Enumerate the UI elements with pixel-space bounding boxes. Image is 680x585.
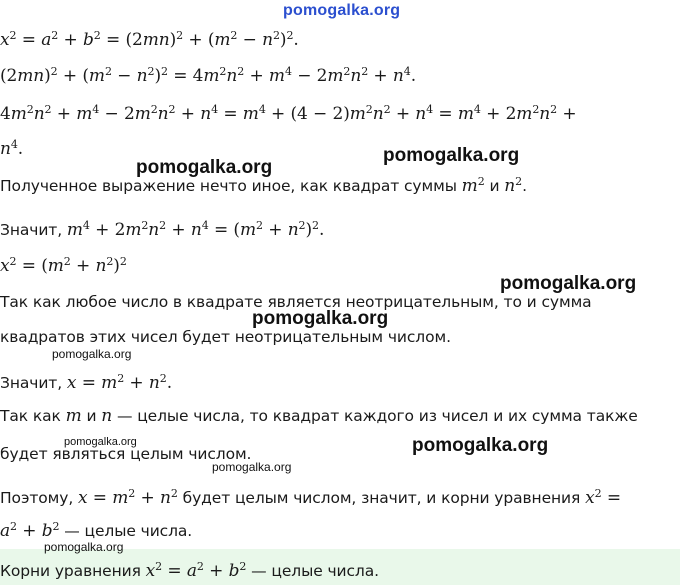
sentence-text: Корни уравнения	[0, 562, 146, 580]
sentence-text: Значит,	[0, 374, 67, 392]
text-line-therefore-2: Значит, $x = m^2 + n^2$.	[0, 371, 172, 393]
watermark: pomogalka.org	[136, 157, 273, 178]
text-line-integers-1: Так как m и n — целые числа, то квадрат каждого из чисел и их сумма также	[0, 406, 638, 426]
equation-line-1: $x^2 = a^2 + b^2 = (2mn)^2 + (m^2 - n^2)^2$.	[0, 28, 299, 50]
sentence-text: — целые числа.	[59, 522, 193, 540]
watermark: pomogalka.org	[44, 540, 124, 554]
equation-line-3: $4m^2n^2 + m^4 - 2m^2n^2 + n^4 = m^4 + (4 - 2)m^2n^2 + n^4 = m^4 + 2m^2n^2$ +	[0, 102, 577, 124]
sentence-text: будет целым числом, значит, и корни уравнения	[177, 489, 586, 507]
equation-line-2: $(2mn)^2 + (m^2 - n^2)^2 = 4m^2n^2 + m^4 - 2m^2n^2 + n^4$.	[0, 64, 416, 86]
text-line-therefore-1: Значит, $m^4 + 2m^2n^2 + n^4 = (m^2 + n^2)^2$.	[0, 218, 325, 240]
sentence-text: — целые числа, то квадрат каждого из чисел и их сумма также	[112, 407, 638, 425]
text-line-nonnegative-1: Так как любое число в квадрате является неотрицательным, то и сумма	[0, 293, 592, 311]
watermark: pomogalka.org	[412, 435, 549, 456]
watermark: pomogalka.org	[212, 460, 292, 474]
watermark: pomogalka.org	[500, 273, 637, 294]
text-line-integers-2: будет являться целым числом.	[0, 445, 252, 463]
text-line-hence-2: $a^2 + b^2$ — целые числа.	[0, 519, 193, 541]
equation-line-x-squared: $x^2 = (m^2 + n^2)^2$	[0, 254, 127, 276]
site-watermark-link[interactable]: pomogalka.org	[283, 2, 401, 19]
sentence-text: Так как	[0, 407, 66, 425]
equation-line-3-cont: $n^4$.	[0, 137, 24, 159]
sentence-text: Полученное выражение нечто иное, как квадрат суммы	[0, 177, 462, 195]
sentence-text: Значит,	[0, 221, 67, 239]
watermark: pomogalka.org	[52, 347, 132, 361]
sentence-text: и	[81, 407, 102, 425]
text-line-nonnegative-2: квадратов этих чисел будет неотрицательным числом.	[0, 328, 451, 346]
watermark: pomogalka.org	[64, 436, 137, 448]
sentence-text: Поэтому,	[0, 489, 78, 507]
sentence-text: и	[484, 177, 505, 195]
sentence-text: — целые числа.	[246, 562, 379, 580]
text-line-hence-1: Поэтому, $x = m^2 + n^2$ будет целым числом, значит, и корни уравнения $x^2$ =	[0, 486, 621, 508]
sentence-text: .	[522, 177, 527, 195]
watermark: pomogalka.org	[383, 145, 520, 166]
answer-line: Корни уравнения $x^2 = a^2 + b^2$ — целые числа.	[0, 559, 379, 581]
text-line-sum-of-squares: Полученное выражение нечто иное, как квадрат суммы $m^2$ и $n^2$.	[0, 174, 527, 196]
watermark: pomogalka.org	[252, 308, 389, 329]
